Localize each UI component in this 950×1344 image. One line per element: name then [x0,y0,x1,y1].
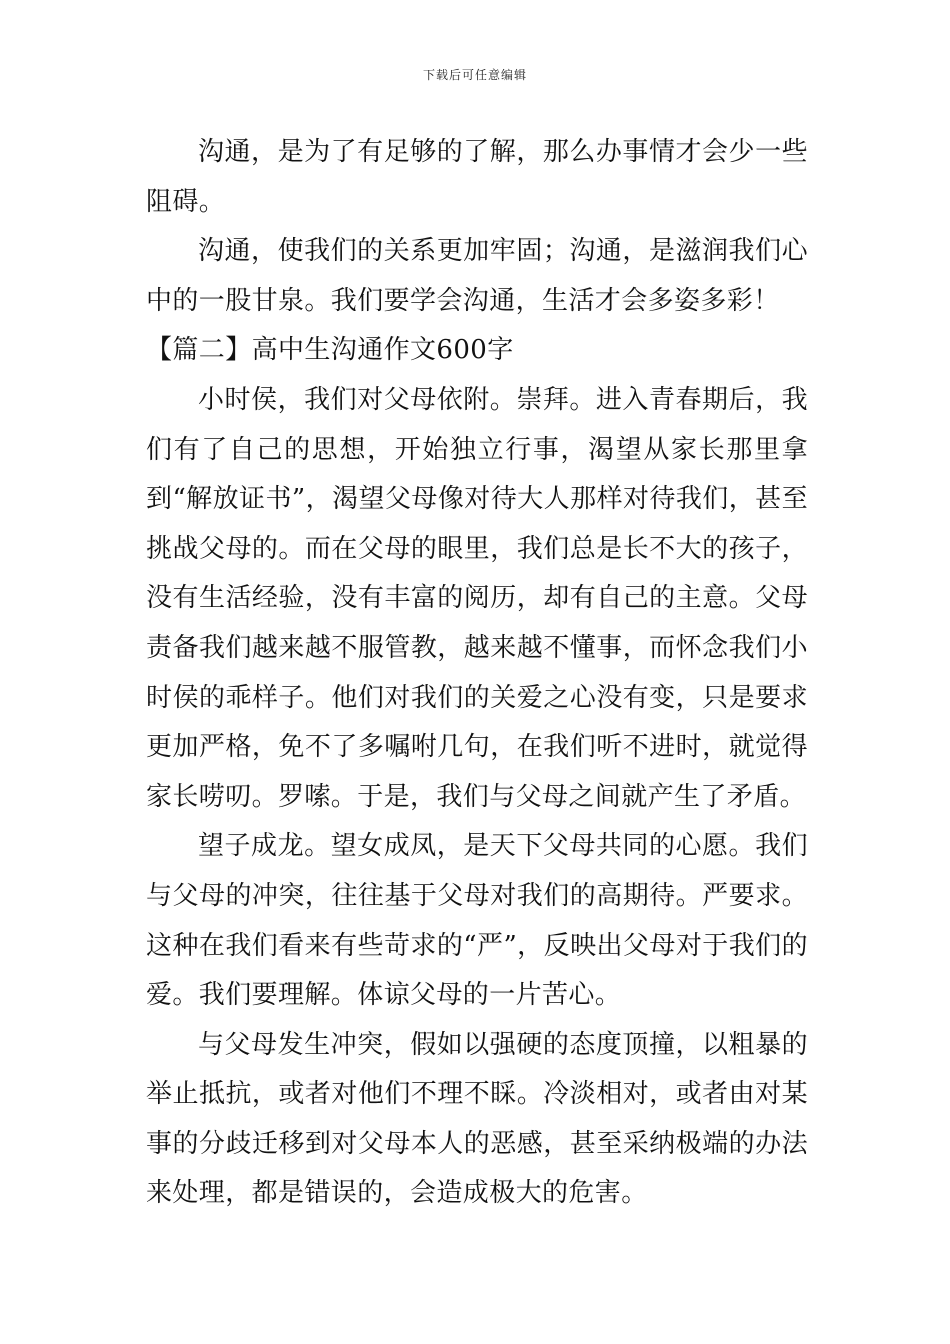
page-header: 下载后可任意编辑 [422,68,527,82]
paragraph-5: 与父母发生冲突，假如以强硬的态度顶撞，以粗暴的举止抵抗，或者对他们不理不睬。冷淡相对，或者由对某事的分歧迁移到对父母本人的恶感，甚至采纳极端的办法来处理，都是错误的，会造成极大的危害。 [146,1029,808,1209]
paragraph-2: 沟通，使我们的关系更加牢固；沟通，是滋润我们心中的一股甘泉。我们要学会沟通，生活才会多姿多彩！ [146,236,808,316]
paragraph-3: 小时侯，我们对父母依附。崇拜。进入青春期后，我们有了自己的思想，开始独立行事，渴望从家长那里拿到“解放证书”，渴望父母像对待大人那样对待我们，甚至挑战父母的。而在父母的眼里，我们总是长不大的孩子，没有生活经验，没有丰富的阅历，却有自己的主意。父母责备我们越来越不服管教，越来越不懂事，而怀念我们小时侯的乖样子。他们对我们的关爱之心没有变，只是要求更加严格，免不了多嘱咐几句，在我们听不进时，就觉得家长唠叨。罗嗦。于是，我们与父母之间就产生了矛盾。 [146,384,808,812]
paragraph-4: 望子成龙。望女成凤，是天下父母共同的心愿。我们与父母的冲突，往往基于父母对我们的高期待。严要求。这种在我们看来有些苛求的“严”，反映出父母对于我们的爱。我们要理解。体谅父母的一片苦心。 [146,831,808,1011]
paragraph-1: 沟通，是为了有足够的了解，那么办事情才会少一些阻碍。 [146,137,808,217]
section-heading: 【篇二】高中生沟通作文600字 [146,335,514,366]
document-body [146,128,808,1219]
